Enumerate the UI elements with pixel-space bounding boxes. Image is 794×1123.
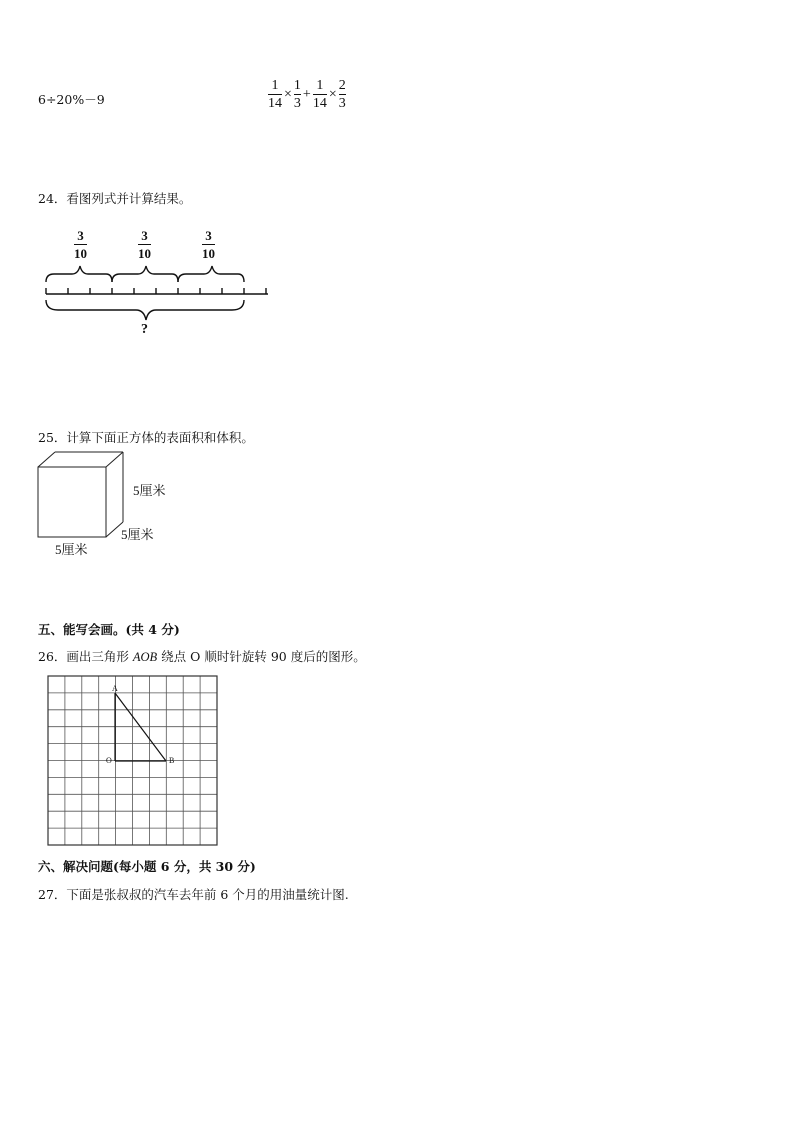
top-brace-1	[46, 266, 112, 282]
segment-label-1: 3 10	[74, 228, 87, 261]
cube-height-label: 5厘米	[133, 483, 166, 498]
denominator: 3	[293, 96, 301, 111]
section-6-title: 六、解决问题(每小题 6 分，共 30 分)	[38, 859, 256, 874]
question-24-text: 24．看图列式并计算结果。	[38, 191, 192, 206]
segment-diagram	[40, 226, 272, 342]
numerator: 2	[338, 78, 346, 93]
question-27-text: 27．下面是张叔叔的汽车去年前 6 个月的用油量统计图.	[38, 887, 349, 902]
operator: +	[302, 86, 311, 102]
denominator: 3	[338, 96, 346, 111]
cube-width-label: 5厘米	[55, 542, 88, 557]
segment-label-2: 3 10	[138, 228, 151, 261]
operator: ×	[284, 86, 292, 102]
cube-drawing	[36, 450, 132, 540]
cube-front-face	[38, 467, 106, 537]
top-brace-3	[178, 266, 244, 282]
numerator: 1	[316, 78, 324, 93]
fraction	[313, 78, 327, 111]
number-line-svg	[40, 226, 272, 342]
segment-label-3: 3 10	[202, 228, 215, 261]
section-5-title: 五、能写会画。(共 4 分)	[38, 622, 180, 637]
point-b-label: B	[169, 756, 175, 765]
question-mark: ?	[141, 322, 148, 337]
top-brace-2	[112, 266, 178, 282]
numerator: 1	[271, 78, 279, 93]
question-25-text: 25．计算下面正方体的表面积和体积。	[38, 430, 254, 445]
bottom-brace	[46, 300, 244, 320]
cube-depth-label: 5厘米	[121, 527, 154, 542]
operator: ×	[328, 86, 337, 102]
numerator: 1	[293, 78, 301, 93]
fraction	[339, 78, 346, 111]
question-26-text: 26．画出三角形 AOB 绕点 O 顺时针旋转 90 度后的图形。	[38, 649, 366, 664]
denominator: 14	[312, 96, 327, 111]
expression-1: 6÷20%－9	[38, 92, 105, 107]
point-o-label: O	[106, 756, 112, 765]
fraction	[268, 78, 282, 111]
denominator: 14	[268, 96, 282, 111]
expression-2	[268, 78, 346, 111]
grid-figure	[46, 674, 220, 848]
fraction	[294, 78, 301, 111]
point-a-label: A	[112, 684, 118, 693]
